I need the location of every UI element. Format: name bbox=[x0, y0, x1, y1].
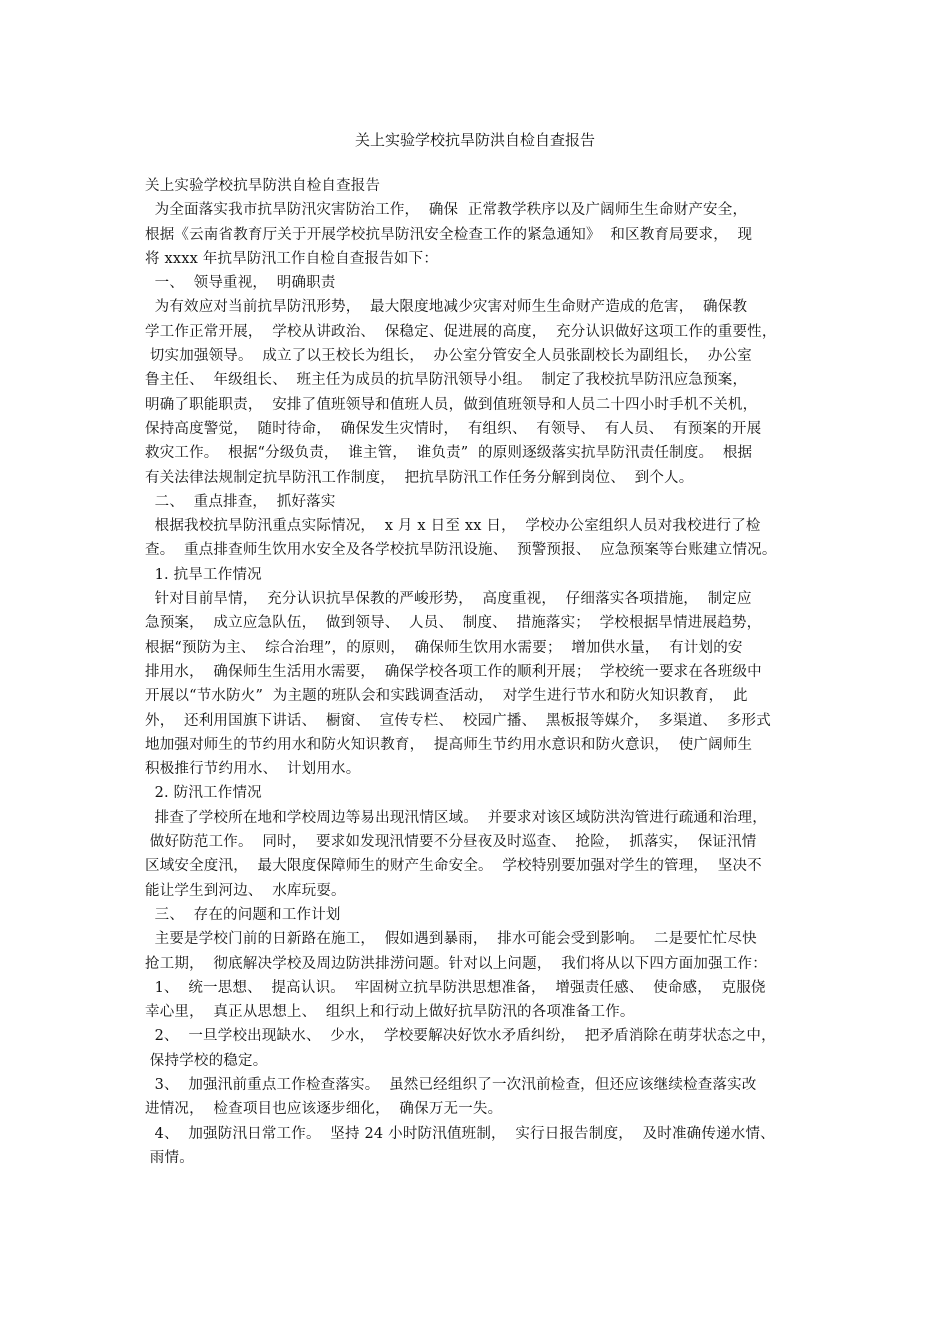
body-line: 救灾工作。 根据“分级负责， 谁主管， 谁负责” 的原则逐级落实抗旱防汛责任制度。 根据 bbox=[145, 445, 753, 462]
body-line: 能让学生到河边、 水库玩耍。 bbox=[145, 882, 346, 899]
body-line: 为全面落实我市抗旱防汛灾害防治工作， 确保 正常教学秩序以及广阔师生生命财产安全， bbox=[145, 202, 748, 219]
body-line: 急预案， 成立应急队伍， 做到领导、 人员、 制度、 措施落实； 学校根据旱情进展趋势， bbox=[145, 615, 762, 632]
body-line: 开展以“节水防火” 为主题的班队会和实践调查活动， 对学生进行节水和防火知识教育， 此 bbox=[145, 688, 748, 705]
document-body bbox=[145, 174, 835, 1170]
body-line: 为有效应对当前抗旱防汛形势， 最大限度地减少灾害对师生生命财产造成的危害， 确保教 bbox=[145, 299, 748, 316]
body-line: 保持学校的稳定。 bbox=[145, 1052, 268, 1069]
body-line: 地加强对师生的节约用水和防火知识教育， 提高师生节约用水意识和防火意识， 使广阔师生 bbox=[145, 736, 753, 753]
body-line: 2. 防汛工作情况 bbox=[145, 785, 262, 802]
body-line: 雨情。 bbox=[145, 1149, 194, 1166]
body-line: 1、 统一思想、 提高认识。 牢固树立抗旱防洪思想准备， 增强责任感、 使命感， 克服侥 bbox=[145, 979, 766, 996]
document-title: 关上实验学校抗旱防洪自检自查报告 bbox=[354, 131, 595, 149]
body-line: 排用水， 确保师生生活用水需要， 确保学校各项工作的顺利开展； 学校统一要求在各班级中 bbox=[145, 663, 762, 680]
body-line: 根据“预防为主、 综合治理”，的原则， 确保师生饮用水需要； 增加供水量， 有计划的安 bbox=[145, 639, 743, 656]
body-line: 做好防范工作。 同时， 要求如发现汛情要不分昼夜及时巡查、 抢险， 抓落实， 保证汛情 bbox=[145, 834, 757, 851]
body-line: 学工作正常开展， 学校从讲政治、 保稳定、促进展的高度， 充分认识做好这项工作的重要性， bbox=[145, 323, 777, 340]
body-line: 根据《云南省教育厅关于开展学校抗旱防汛安全检查工作的紧急通知》 和区教育局要求， 现 bbox=[145, 226, 753, 243]
body-line: 3、 加强汛前重点工作检查落实。 虽然已经组织了一次汛前检查，但还应该继续检查落实改 bbox=[145, 1076, 757, 1093]
body-line: 二、 重点排查， 抓好落实 bbox=[145, 493, 336, 510]
body-line: 切实加强领导。 成立了以王校长为组长， 办公室分管安全人员张副校长为副组长， 办公室 bbox=[145, 348, 752, 365]
body-line: 有关法律法规制定抗旱防汛工作制度， 把抗旱防汛工作任务分解到岗位、 到个人。 bbox=[145, 469, 694, 486]
body-line: 关上实验学校抗旱防洪自检自查报告 bbox=[145, 178, 381, 194]
body-line: 一、 领导重视， 明确职责 bbox=[145, 275, 336, 292]
body-line: 明确了职能职责， 安排了值班领导和值班人员，做到值班领导和人员二十四小时手机不关机， bbox=[145, 396, 758, 413]
body-line: 鲁主任、 年级组长、 班主任为成员的抗旱防汛领导小组。 制定了我校抗旱防汛应急预案， bbox=[145, 372, 748, 389]
body-line: 查。 重点排查师生饮用水安全及各学校抗旱防汛设施、 预警预报、 应急预案等台账建立情况。 bbox=[145, 542, 777, 559]
body-line: 4、 加强防汛日常工作。 坚持 24 小时防汛值班制， 实行日报告制度， 及时准确传递水情、 bbox=[145, 1125, 775, 1142]
body-line: 将 xxxx 年抗旱防汛工作自检自查报告如下： bbox=[145, 250, 439, 267]
body-line: 2、 一旦学校出现缺水、 少水， 学校要解决好饮水矛盾纠纷， 把矛盾消除在萌芽状态之中， bbox=[145, 1028, 776, 1045]
body-line: 针对目前旱情， 充分认识抗旱保教的严峻形势， 高度重视， 仔细落实各项措施， 制定应 bbox=[145, 591, 752, 608]
body-line: 积极推行节约用水、 计划用水。 bbox=[145, 761, 361, 778]
body-line: 排查了学校所在地和学校周边等易出现汛情区域。 并要求对该区域防洪沟管进行疏通和治理， bbox=[145, 809, 767, 826]
body-line: 幸心里， 真正从思想上、 组织上和行动上做好抗旱防汛的各项准备工作。 bbox=[145, 1004, 635, 1021]
body-line: 外， 还利用国旗下讲话、 橱窗、 宣传专栏、 校园广播、 黑板报等媒介， 多渠道、 多形式 bbox=[145, 712, 771, 729]
body-line: 根据我校抗旱防汛重点实际情况， x 月 x 日至 xx 日， 学校办公室组织人员对我校进行了检 bbox=[145, 518, 761, 535]
body-line: 三、 存在的问题和工作计划 bbox=[145, 906, 341, 923]
body-line: 保持高度警觉， 随时待命， 确保发生灾情时， 有组织、 有领导、 有人员、 有预案的开展 bbox=[145, 420, 762, 437]
body-line: 区域安全度汛， 最大限度保障师生的财产生命安全。 学校特别要加强对学生的管理， 坚决不 bbox=[145, 858, 762, 875]
body-line: 主要是学校门前的日新路在施工， 假如遇到暴雨， 排水可能会受到影响。 二是要忙忙尽快 bbox=[145, 931, 757, 948]
body-line: 抢工期， 彻底解决学校及周边防洪排涝问题。针对以上问题， 我们将从以下四方面加强工作： bbox=[145, 955, 767, 972]
body-line: 进情况， 检查项目也应该逐步细化， 确保万无一失。 bbox=[145, 1101, 503, 1118]
body-line: 1. 抗旱工作情况 bbox=[145, 566, 262, 583]
